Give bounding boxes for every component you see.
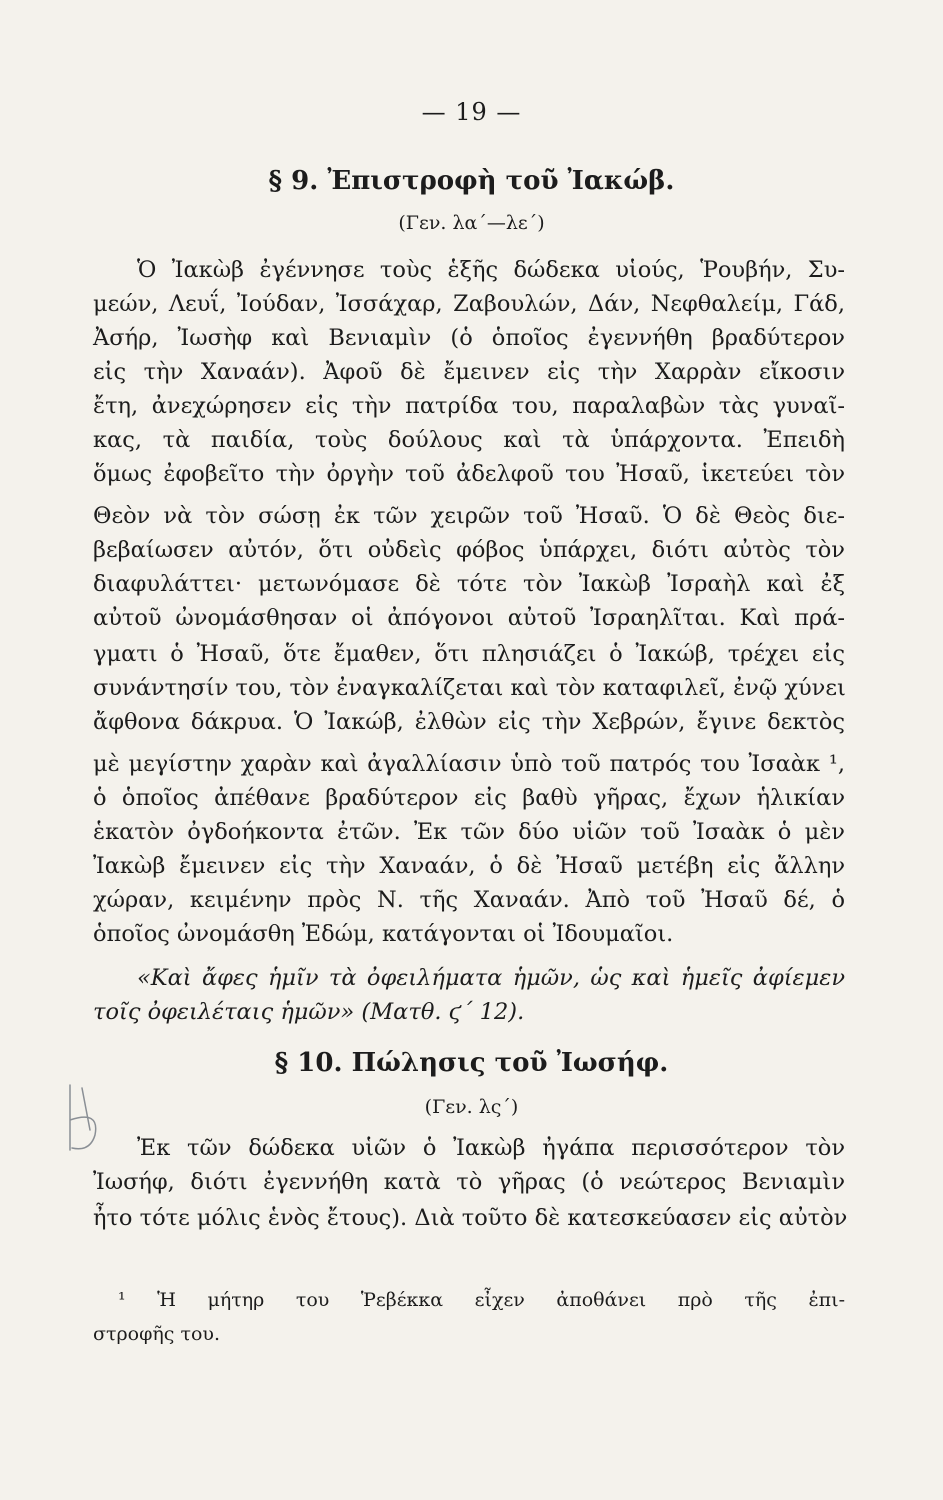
paragraph-line: Ὁ Ἰακὼβ ἐγέννησε τοὺς ἑξῆς δώδεκα υἱούς, Ῥουβήν, Συ-: [137, 257, 845, 283]
paragraph-line: χώραν, κειμένην πρὸς Ν. τῆς Χαναάν. Ἀπὸ τοῦ Ἠσαῦ δέ, ὁ: [93, 887, 845, 913]
page-number: — 19 —: [421, 98, 522, 126]
paragraph-line: Θεὸν νὰ τὸν σώσῃ ἐκ τῶν χειρῶν τοῦ Ἠσαῦ. Ὁ δὲ Θεὸς διε-: [93, 503, 845, 529]
paragraph-line: ὅμως ἐφοβεῖτο τὴν ὀργὴν τοῦ ἀδελφοῦ του Ἠσαῦ, ἱκετεύει τὸν: [93, 461, 845, 487]
section-9-title: § 9. Ἐπιστροφὴ τοῦ Ἰακώβ.: [268, 166, 675, 196]
paragraph-line: Ἰακὼβ ἔμεινεν εἰς τὴν Χαναάν, ὁ δὲ Ἠσαῦ μετέβη εἰς ἄλλην: [93, 853, 845, 879]
section-10-title: § 10. Πώλησις τοῦ Ἰωσήφ.: [274, 1048, 669, 1078]
paragraph-line: μεών, Λευΐ, Ἰούδαν, Ἰσσάχαρ, Ζαβουλών, Δάν, Νεφθαλείμ, Γάδ,: [93, 291, 845, 317]
paragraph-line: εἰς τὴν Χαναάν). Ἀφοῦ δὲ ἔμεινεν εἰς τὴν Χαρρὰν εἴκοσιν: [93, 359, 845, 385]
paragraph-line: ἦτο τότε μόλις ἑνὸς ἔτους). Διὰ τοῦτο δὲ κατεσκεύασεν εἰς αὐτὸν: [93, 1205, 848, 1231]
paragraph-line: βεβαίωσεν αὐτόν, ὅτι οὐδεὶς φόβος ὑπάρχει, διότι αὐτὸς τὸν: [93, 537, 845, 563]
footnote-line: στροφῆς του.: [93, 1323, 220, 1345]
footnote-line: ¹ Ἡ μήτηρ του Ῥεβέκκα εἶχεν ἀποθάνει πρὸ τῆς ἐπι-: [118, 1289, 845, 1311]
quote-line: τοῖς ὀφειλέταις ἡμῶν» (Ματθ. ϛ΄ 12).: [93, 999, 525, 1025]
paragraph-line: συνάντησίν του, τὸν ἐναγκαλίζεται καὶ τὸν καταφιλεῖ, ἐνῷ χύνει: [93, 675, 846, 701]
paragraph-line: διαφυλάττει· μετωνόμασε δὲ τότε τὸν Ἰακὼβ Ἰσραὴλ καὶ ἐξ: [93, 571, 845, 597]
paragraph-line: μὲ μεγίστην χαρὰν καὶ ἀγαλλίασιν ὑπὸ τοῦ πατρός του Ἰσαὰκ ¹,: [93, 751, 845, 777]
paragraph-line: ἑκατὸν ὀγδοήκοντα ἐτῶν. Ἐκ τῶν δύο υἱῶν τοῦ Ἰσαὰκ ὁ μὲν: [93, 819, 845, 845]
paragraph-line: ὁποῖος ὠνομάσθη Ἐδώμ, κατάγονται οἱ Ἰδουμαῖοι.: [93, 921, 674, 947]
paragraph-line: Ἐκ τῶν δώδεκα υἱῶν ὁ Ἰακὼβ ἠγάπα περισσότερον τὸν: [137, 1135, 845, 1161]
handwritten-mark: [60, 1080, 120, 1155]
paragraph-line: γματι ὁ Ἠσαῦ, ὅτε ἔμαθεν, ὅτι πλησιάζει ὁ Ἰακώβ, τρέχει εἰς: [93, 641, 845, 667]
paragraph-line: αὐτοῦ ὠνομάσθησαν οἱ ἀπόγονοι αὐτοῦ Ἰσραηλῖται. Καὶ πρά-: [93, 605, 845, 631]
section-10-citation: (Γεν. λς΄): [424, 1096, 519, 1118]
quote-line: «Καὶ ἄφες ἡμῖν τὰ ὀφειλήματα ἡμῶν, ὡς καὶ ἡμεῖς ἀφίεμεν: [137, 965, 845, 991]
paragraph-line: Ἀσήρ, Ἰωσὴφ καὶ Βενιαμὶν (ὁ ὁποῖος ἐγεννήθη βραδύτερον: [93, 325, 845, 351]
paragraph-line: ἔτη, ἀνεχώρησεν εἰς τὴν πατρίδα του, παραλαβὼν τὰς γυναῖ-: [93, 393, 845, 419]
paragraph-line: ἄφθονα δάκρυα. Ὁ Ἰακώβ, ἐλθὼν εἰς τὴν Χεβρών, ἔγινε δεκτὸς: [93, 709, 845, 735]
paragraph-line: Ἰωσήφ, διότι ἐγεννήθη κατὰ τὸ γῆρας (ὁ νεώτερος Βενιαμὶν: [93, 1169, 845, 1195]
paragraph-line: ὁ ὁποῖος ἀπέθανε βραδύτερον εἰς βαθὺ γῆρας, ἔχων ἡλικίαν: [93, 785, 845, 811]
section-9-citation: (Γεν. λα΄—λε΄): [398, 212, 545, 234]
paragraph-line: κας, τὰ παιδία, τοὺς δούλους καὶ τὰ ὑπάρχοντα. Ἐπειδὴ: [93, 427, 845, 453]
